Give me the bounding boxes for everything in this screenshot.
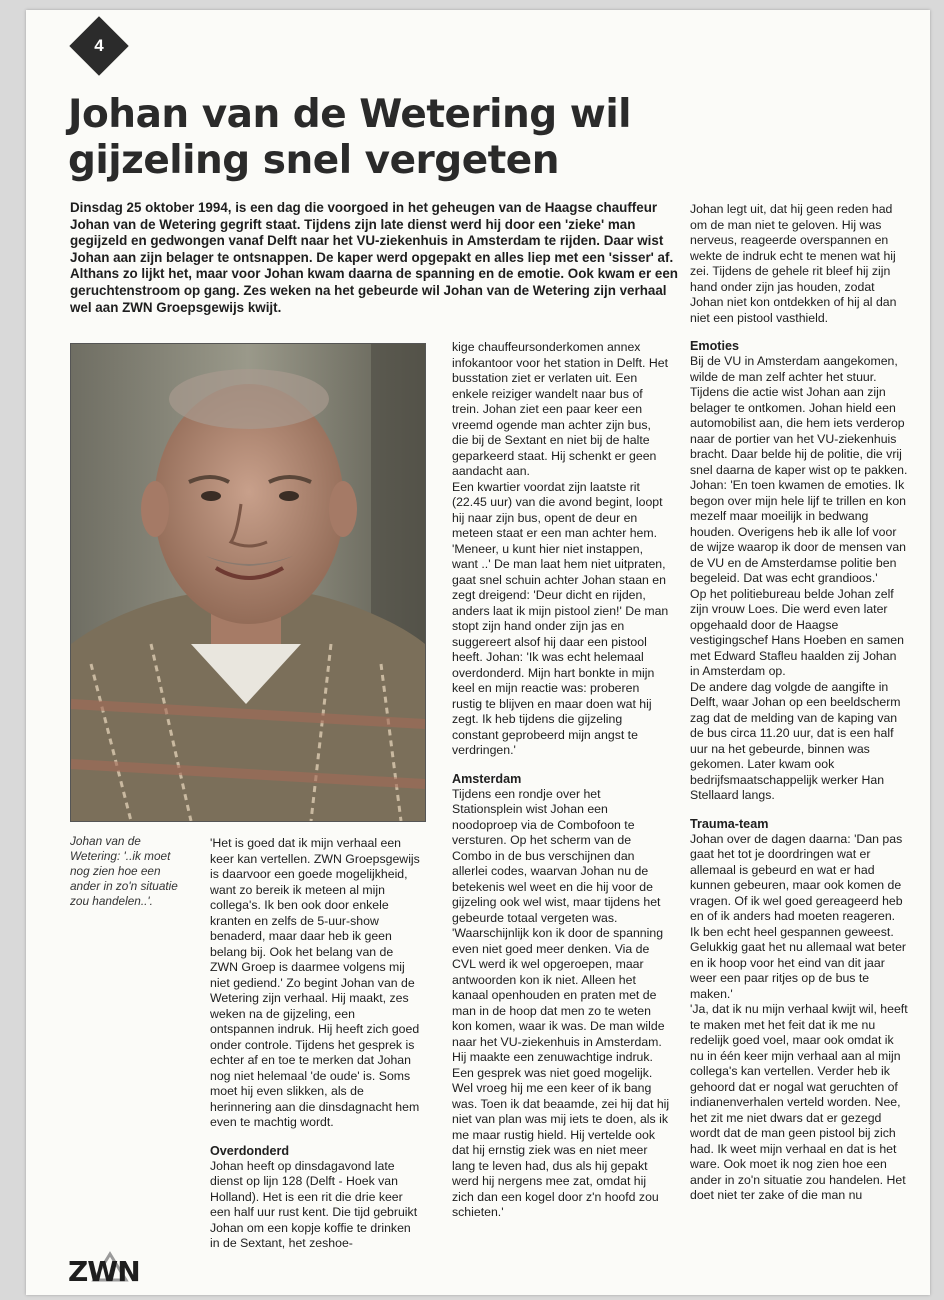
portrait-photo	[70, 343, 426, 822]
zwn-logo: ZWN	[68, 1255, 140, 1288]
article-column-1	[210, 836, 422, 1252]
article-column-2	[452, 340, 670, 1221]
subheading-trauma-team: Trauma-team	[690, 816, 769, 831]
subheading-overdonderd: Overdonderd	[210, 1143, 290, 1158]
paragraph: Johan over de dagen daarna: 'Dan pas gaat het tot je doordringen wat er allemaal is gebeurd en wat er had kunnen gebeuren, maar ook komen de vragen. Of ik wel goed gereageerd heb en of ik anders had moeten reageren. Ik ben echt heel gespannen geweest. Gelukkig gaat het nu allemaal wat beter en ik hoop voor het eind van dit jaar weer een paar ritjes op de bus te maken.'	[690, 831, 907, 1001]
paragraph: De andere dag volgde de aangifte in Delft, waar Johan op een beeldscherm zag dat de melding van de kaping van de bus circa 11.20 uur, dat is een half uur na het gebeurde, binnen was gekomen. Later kwam ook bedrijfsmaatschappelijk werker Han Stellaard langs.	[690, 679, 901, 802]
paragraph: Op het politiebureau belde Johan zelf zijn vrouw Loes. Die werd even later opgehaald door de Haagse vestigingschef Hans Hoeben en samen met Edward Stafleu haalden zij Johan in Amsterdam op.	[690, 586, 904, 678]
paragraph: Johan heeft op dinsdagavond late dienst op lijn 128 (Delft - Hoek van Holland). Het is een rit die drie keer een half uur rust kent. Die tijd gebruikt Johan om een kopje koffie te drinken in de Sextant, het zeshoe-	[210, 1158, 418, 1250]
paragraph: 'Ja, dat ik nu mijn verhaal kwijt wil, heeft te maken met het feit dat ik me nu redelijk goed voel, maar ook omdat ik nu in één keer mijn verhaal aan al mijn collega's kan vertellen. Verder heb ik gehoord dat er nogal wat geruchten of indianenverhalen verteld worden. Nee, het zit me niet dwars dat er gezegd wordt dat de man geen pistool bij zich had. Ik weet mijn verhaal en dat is het ware. Ook moet ik nog zien hoe een ander in zo'n situatie zou handelen. Het doet niet ter zake of die man nu	[690, 1002, 908, 1202]
paragraph: Een kwartier voordat zijn laatste rit (22.45 uur) van die avond begint, loopt hij naar zijn bus, opent de deur en meteen staat er een man achter hem. 'Meneer, u kunt hier niet instappen, want ..' De man laat hem niet uitpraten, gaat snel schuin achter Johan staan en zegt dreigend: 'Deur dicht en rijden, anders laat ik mijn pistool zien!' De man stopt zijn hand onder zijn jas en suggereert alsof hij daar een pistool heeft. Johan: 'Ik was echt helemaal overdonderd. Mijn hart bonkte in mijn keel en mijn reactie was: proberen rustig te blijven en maar doen wat hij zegt. Ik heb tijdens die gijzeling constant geprobeerd mijn angst te verdringen.'	[452, 479, 669, 757]
paragraph: Bij de VU in Amsterdam aangekomen, wilde de man zelf achter het stuur. Tijdens die actie wist Johan aan zijn belager te ontkomen. Johan hield een automobilist aan, die hem iets verderop naar de portier van het VU-ziekenhuis bracht. Daar belde hij de politie, die vrij snel daarna de kaper wist op te pakken. Johan: 'En toen kwamen de emoties. Ik begon over mijn hele lijf te trillen en kon mezelf maar moeilijk in bedwang houden. Overigens heb ik alle lof voor de wijze waarop ik door de mensen van de VU en de Amsterdamse politie ben begeleid. Dat was echt grandioos.'	[690, 354, 908, 585]
paragraph: Tijdens een rondje over het Stationsplein wist Johan een noodoproep via de Combofoon te versturen. Op het scherm van de Combo in de bus verschijnen dan allerlei codes, waarvan Johan nu de betekenis wel weet en die hij voor de gijzeling ook wel wist, maar tijdens het gebeurde totaal vergeten was. 'Waarschijnlijk kon ik door de spanning even niet goed meer denken. Via de CVL werd ik wel opgeroepen, maar antwoorden kon ik niet. Alleen het kanaal openhouden en praten met de man in de hoop dat men zo te weten kon komen, waar ik was. De man wilde naar het VU-ziekenhuis in Amsterdam. Hij maakte een zenuwachtige indruk. Een gesprek was niet goed mogelijk. Wel vroeg hij me een keer of ik bang was. Toen ik dat beaamde, zei hij dat hij niet van plan was mij iets te doen, als ik me maar rustig hield. Hij vertelde ook dat hij ernstig ziek was en niet meer lang te leven had, dus als hij gepakt werd hij nergens mee zat, omdat hij zich dan een kogel door z'n hoofd zou schieten.'	[452, 786, 670, 1219]
paragraph: 'Het is goed dat ik mijn verhaal een keer kan vertellen. ZWN Groepsgewijs is daarvoor een goede mogelijkheid, want zo bereik ik meteen al mijn collega's. Ik ben ook door enkele kranten en zelfs de 5-uur-show benaderd, maar daar heb ik geen belang bij. Ook het belang van de ZWN Groep is daarmee volgens mij niet gediend.' Zo begint Johan van de Wetering zijn verhaal. Hij maakt, zes weken na de gijzeling, een ontspannen indruk. Hij heeft zich goed onder controle. Tijdens het gesprek is echter af en toe te merken dat Johan nog niet helemaal 'de oude' is. Soms moet hij even slikken, als de herinnering aan die dinsdagnacht hem even te machtig wordt.	[210, 836, 420, 1129]
photo-caption: Johan van de Wetering: '..ik moet nog zien hoe een ander in zo'n situatie zou handelen..'.	[70, 834, 178, 908]
page-number-badge	[69, 16, 128, 75]
paragraph: kige chauffeursonderkomen annex infokantoor voor het station in Delft. Het busstation ziet er verlaten uit. Een enkele reiziger wandelt naar bus of trein. Johan ziet een paar keer een vreemd ogende man achter zijn bus, die bij de Sextant en niet bij de halte geparkeerd staat. Hij schenkt er geen aandacht aan.	[452, 340, 668, 478]
subheading-amsterdam: Amsterdam	[452, 771, 522, 786]
page-number: 4	[94, 36, 104, 55]
paragraph: Johan legt uit, dat hij geen reden had om de man niet te geloven. Hij was nerveus, reageerde overspannen en wekte de indruk echt te menen wat hij zei. Tijdens de gehele rit bleef hij zijn hand onder zijn jas houden, zodat Johan niet kon ontdekken of hij al dan niet een pistool vasthield.	[690, 202, 897, 325]
article-intro: Dinsdag 25 oktober 1994, is een dag die voorgoed in het geheugen van de Haagse chauffeur Johan van de Wetering gegrift staat. Tijdens zijn late dienst werd hij door een 'zieke' man gegijzeld en gedwongen vanaf Delft naar het VU-ziekenhuis in Amsterdam te rijden. Daar wist Johan aan zijn belager te ontsnappen. De kaper werd opgepakt en alles liep met een 'sisser' af. Althans zo lijkt het, maar voor Johan kwam daarna de spanning en de emotie. Ook kwam er een geruchtenstroom op gang. Zes weken na het gebeurde wil Johan van de Wetering zijn verhaal wel aan ZWN Groepsgewijs kwijt.	[70, 200, 678, 315]
article-headline: Johan van de Wetering wil gijzeling snel vergeten	[68, 92, 632, 183]
portrait-illustration	[71, 344, 425, 821]
article-column-3	[690, 202, 908, 1204]
subheading-emoties: Emoties	[690, 339, 739, 353]
